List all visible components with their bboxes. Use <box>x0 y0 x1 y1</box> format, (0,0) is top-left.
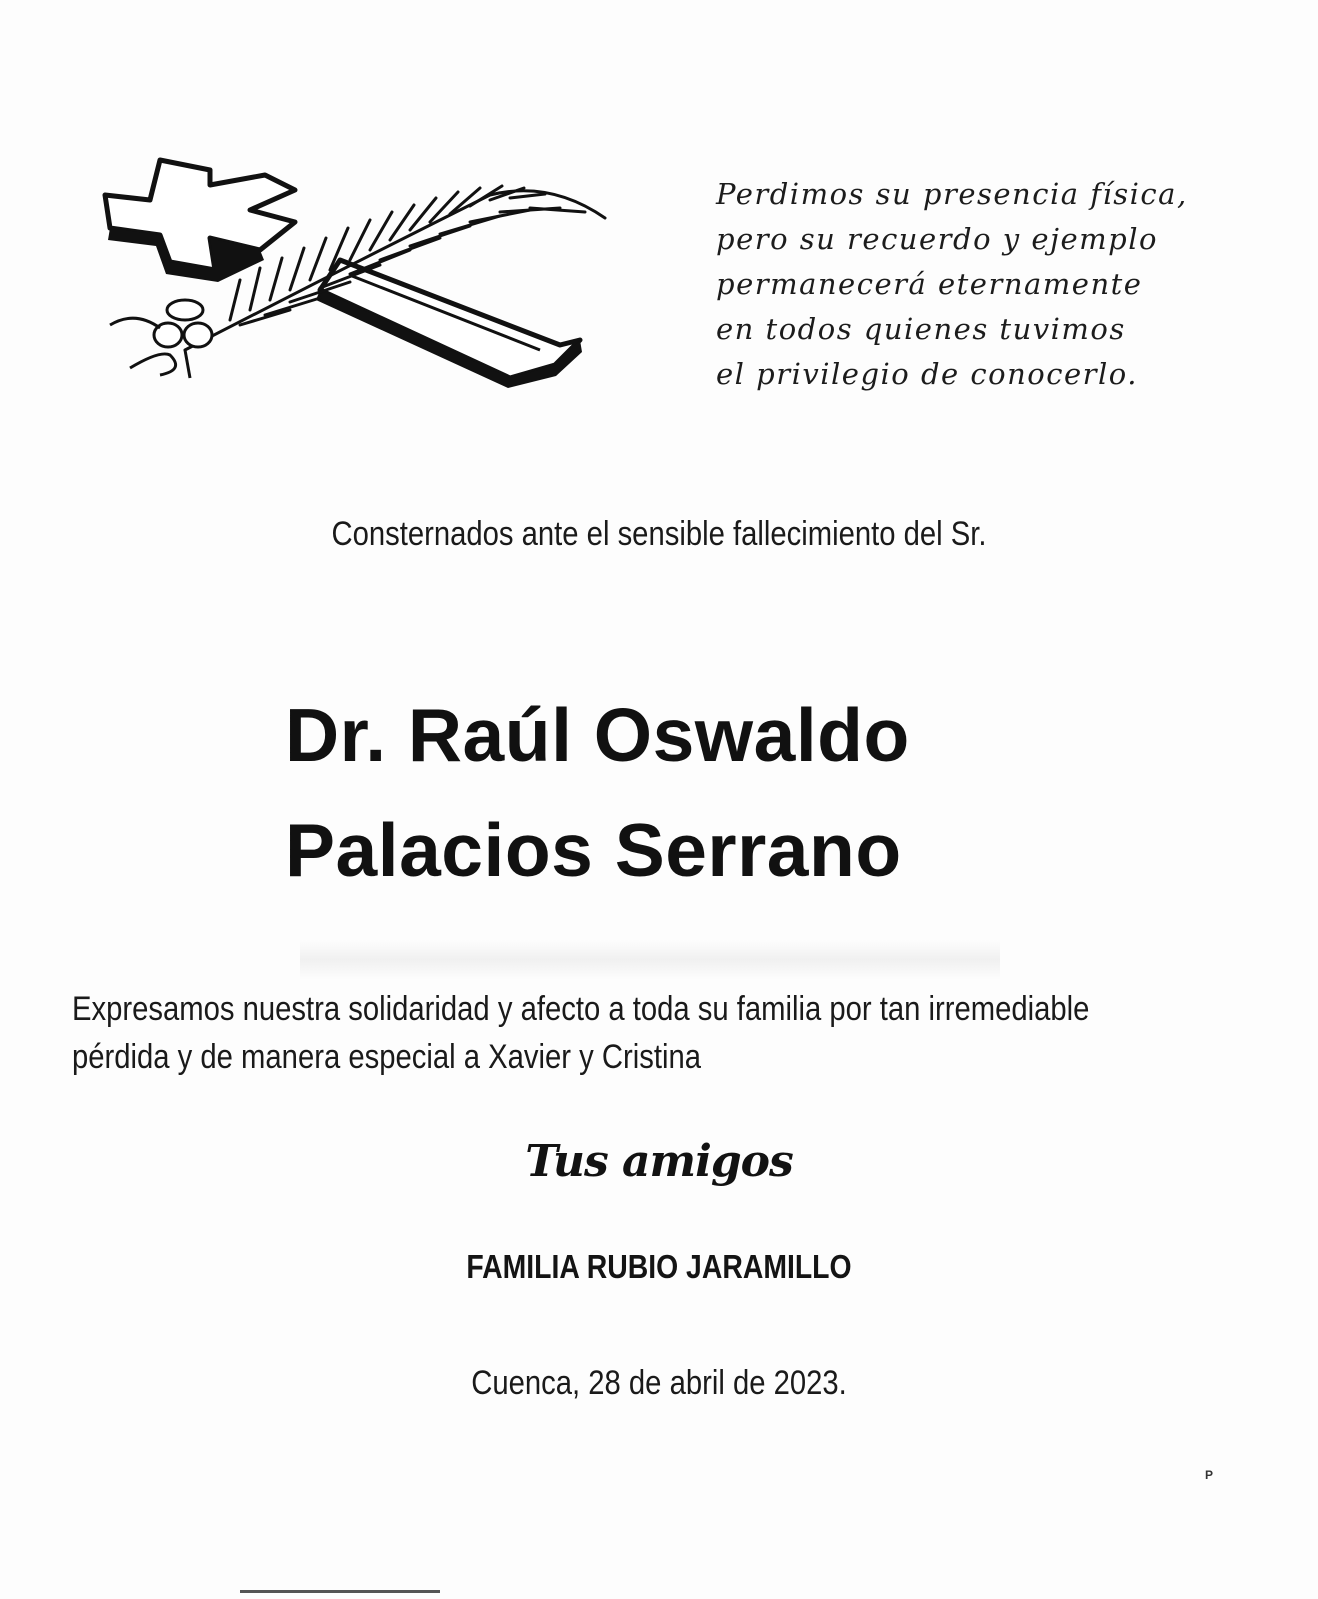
bottom-divider <box>240 1590 440 1593</box>
quote-line: el privilegio de conocerlo. <box>716 357 1138 391</box>
place-and-date: Cuenca, 28 de abril de 2023. <box>471 1364 847 1402</box>
quote-line: en todos quienes tuvimos <box>716 312 1126 346</box>
quote-line: Perdimos su presencia física, <box>716 177 1188 211</box>
deceased-name-line-1: Dr. Raúl Oswaldo <box>285 693 910 777</box>
cross-with-palm-branch-icon <box>90 150 620 395</box>
deceased-name <box>285 678 1045 908</box>
memorial-quote <box>716 172 1236 397</box>
corner-mark: P <box>1205 1468 1214 1482</box>
signature-text: Tus amigos <box>525 1136 793 1187</box>
quote-line: pero su recuerdo y ejemplo <box>716 222 1158 256</box>
quote-line: permanecerá eternamente <box>716 267 1143 301</box>
message-line-2: pérdida y de manera especial a Xavier y Cristina <box>72 1038 701 1076</box>
condolence-message <box>72 985 1190 1081</box>
intro-text: Consternados ante el sensible fallecimiento del Sr. <box>331 515 987 553</box>
bleed-through-artifact <box>300 940 1000 980</box>
message-line-1: Expresamos nuestra solidaridad y afecto a toda su familia por tan irremediable <box>72 990 1090 1028</box>
deceased-name-line-2: Palacios Serrano <box>285 808 902 892</box>
family-name: FAMILIA RUBIO JARAMILLO <box>466 1248 852 1285</box>
